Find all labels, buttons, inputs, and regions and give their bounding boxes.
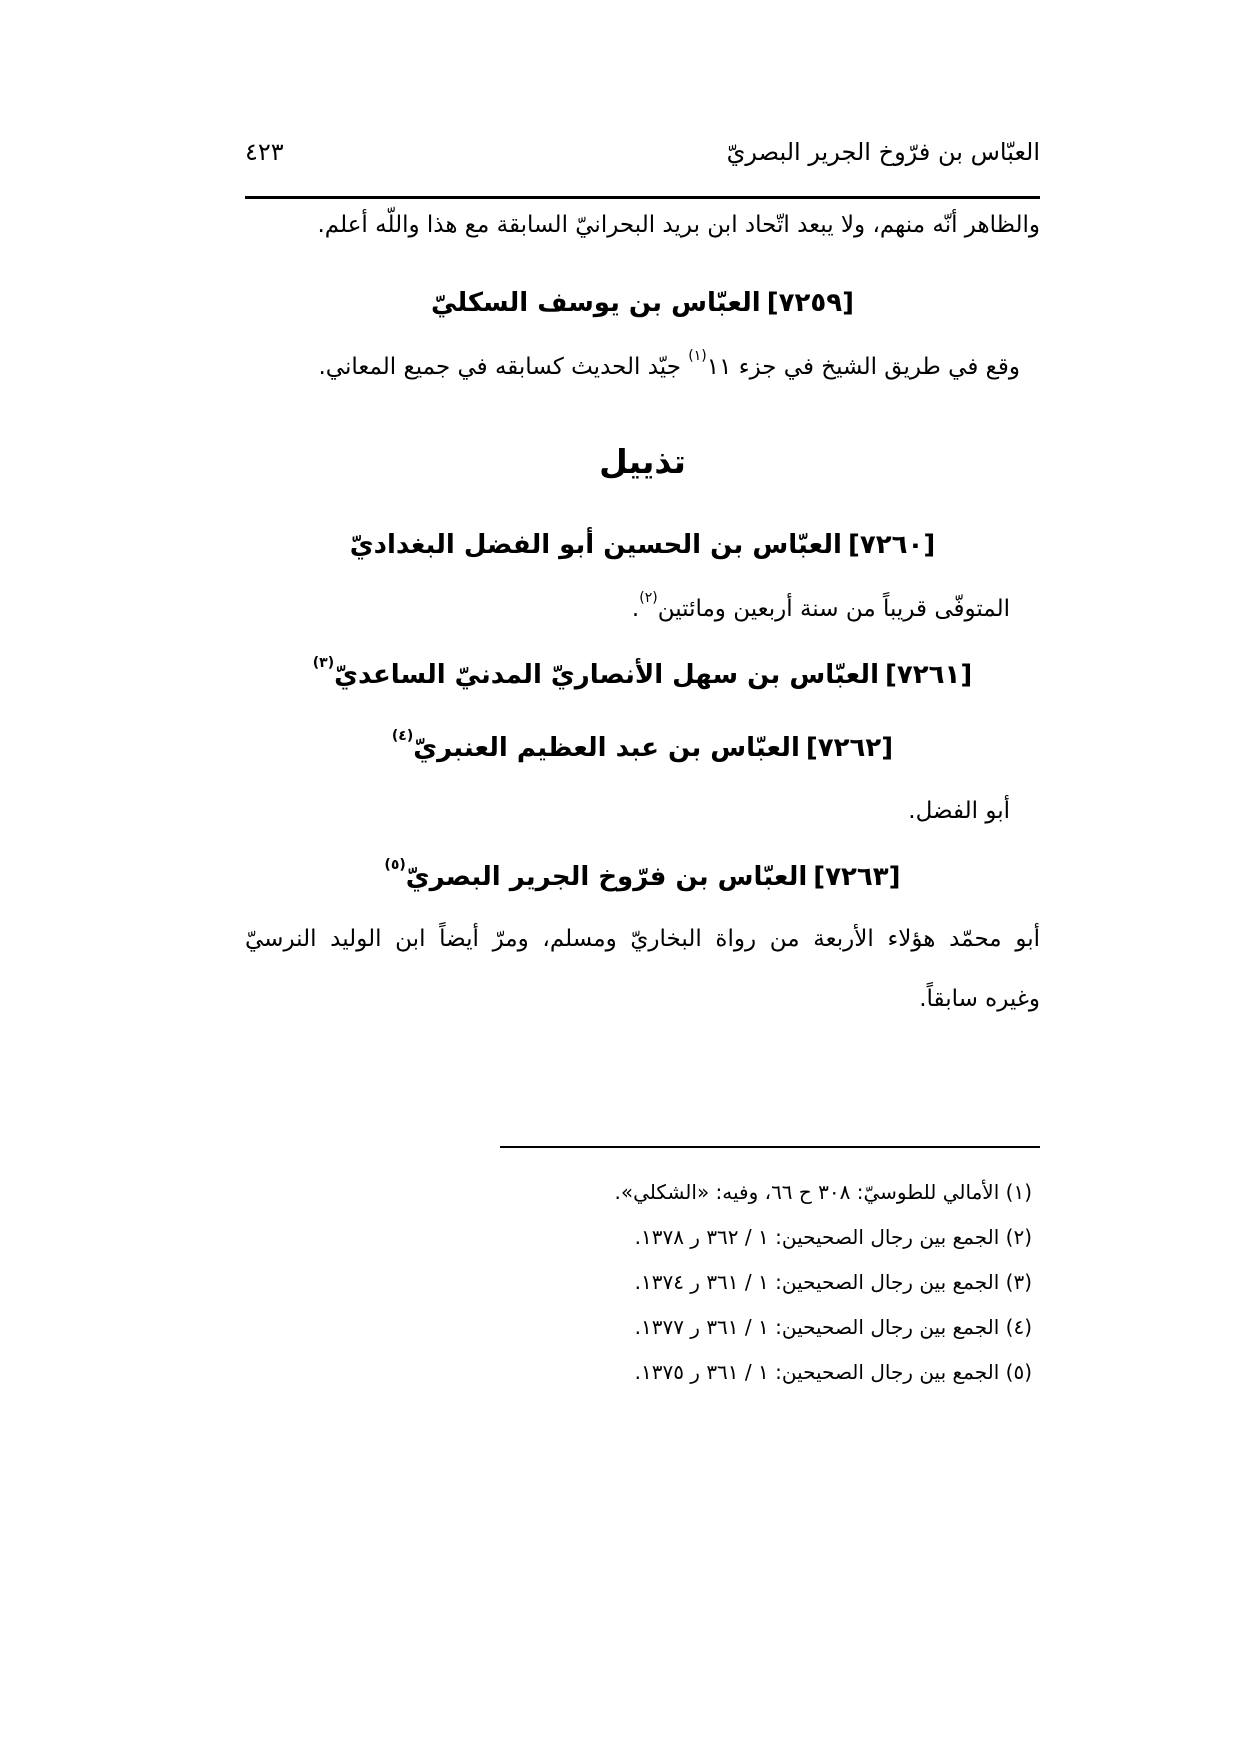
- footnote-ref-4: (٤): [391, 728, 414, 744]
- header-rule: [245, 196, 1040, 199]
- footnote-ref-2: (٢): [639, 590, 658, 606]
- entry-body-text: وقع في طريق الشيخ في جزء ١١: [706, 354, 1020, 380]
- footnote-4: (٤) الجمع بين رجال الصحيحين: ١ / ٣٦١ ر ١٣٧٧.: [634, 1315, 1032, 1339]
- entry-heading-7260: [245, 530, 1040, 560]
- intro-paragraph: والظاهر أنّه منهم، ولا يبعد اتّحاد ابن بريد البحرانيّ السابقة مع هذا واللّه أعلم.: [317, 212, 1040, 238]
- entry-body-7263-line1: أبو محمّد هؤلاء الأربعة من رواة البخاريّ ومسلم، ومرّ أيضاً ابن الوليد النرسيّ: [245, 926, 1040, 952]
- entry-number: [٧٢٦١]: [884, 660, 973, 690]
- footnote-separator: [500, 1146, 1040, 1148]
- footnote-3: (٣) الجمع بين رجال الصحيحين: ١ / ٣٦١ ر ١٣٧٤.: [634, 1270, 1032, 1294]
- entry-name: العبّاس بن يوسف السكليّ: [431, 288, 761, 318]
- entry-number: [٧٢٥٩]: [766, 288, 854, 318]
- entry-body-7260: [632, 592, 1010, 627]
- footnote-ref-1: (١): [688, 348, 707, 364]
- footnote-ref-3: (٣): [312, 655, 335, 671]
- entry-name: العبّاس بن الحسين أبو الفضل البغداديّ: [349, 530, 842, 560]
- entry-body-7259: [318, 350, 1020, 385]
- footnote-1: (١) الأمالي للطوسيّ: ٣٠٨ ح ٦٦، وفيه: «الشكلي».: [614, 1180, 1032, 1204]
- entry-body-text: المتوفّى قريباً من سنة أربعين ومائتين: [657, 596, 1010, 622]
- footnote-ref-5: (٥): [384, 857, 406, 873]
- entry-heading-7261: [245, 655, 1040, 690]
- entry-name: العبّاس بن سهل الأنصاريّ المدنيّ الساعديّ: [334, 660, 879, 690]
- entry-number: [٧٢٦٢]: [805, 733, 894, 763]
- entry-heading-7263: [245, 857, 1040, 892]
- entry-heading-7262: [245, 728, 1040, 763]
- entry-name: العبّاس بن عبد العظيم العنبريّ: [413, 733, 800, 763]
- entry-name: العبّاس بن فرّوخ الجرير البصريّ: [405, 862, 808, 892]
- footnote-2: (٢) الجمع بين رجال الصحيحين: ١ / ٣٦٢ ر ١٣٧٨.: [634, 1225, 1032, 1249]
- entry-body-text: .: [631, 596, 640, 622]
- entry-number: [٧٢٦٠]: [847, 530, 936, 560]
- entry-body-text: جيّد الحديث كسابقه في جميع المعاني.: [318, 354, 689, 380]
- footnote-5: (٥) الجمع بين رجال الصحيحين: ١ / ٣٦١ ر ١٣٧٥.: [634, 1360, 1032, 1384]
- entry-heading-7259: [245, 288, 1040, 318]
- running-title: العبّاس بن فرّوخ الجرير البصريّ: [726, 138, 1040, 166]
- page-number: ٤٢٣: [245, 138, 284, 166]
- section-heading: تذييل: [599, 442, 686, 481]
- entry-number: [٧٢٦٣]: [813, 862, 901, 892]
- entry-body-7263-line2: وغيره سابقاً.: [919, 986, 1040, 1012]
- entry-body-7262: أبو الفضل.: [908, 798, 1010, 824]
